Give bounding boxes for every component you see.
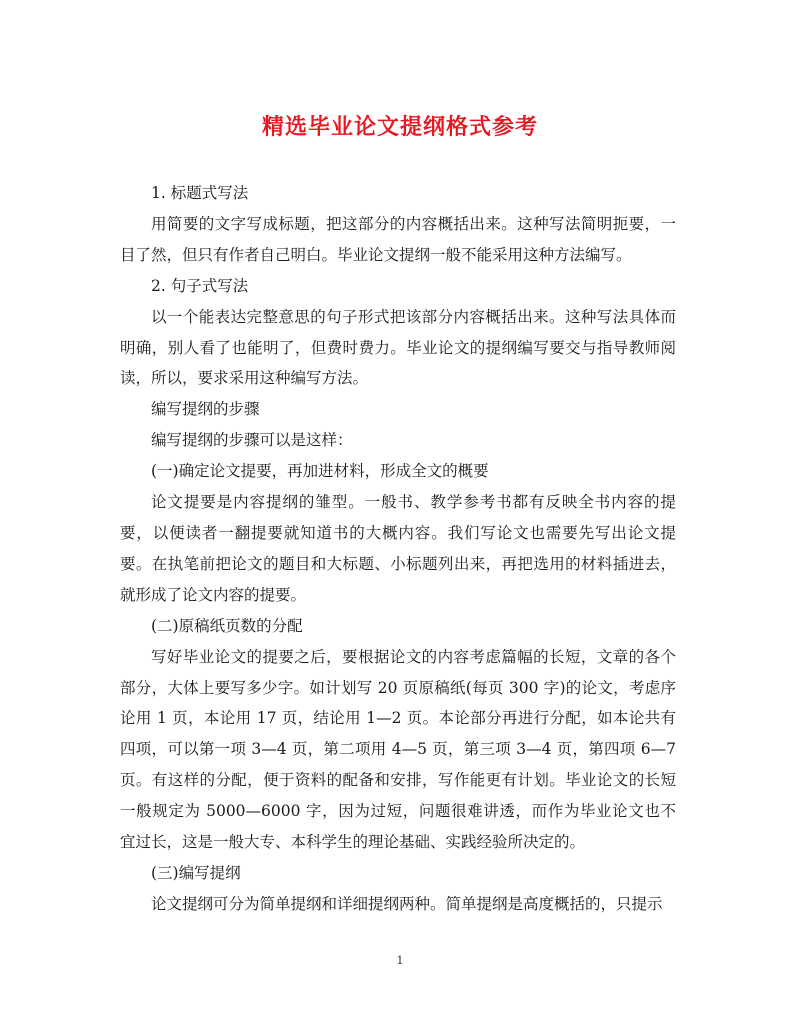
- paragraph-step-one-desc: 论文提要是内容提纲的雏型。一般书、教学参考书都有反映全书内容的提要，以便读者一翻提要就知道书的大概内容。我们写论文也需要先写出论文提要。在执笔前把论文的题目和大标题、小标题列出来，再把选用的材料插进去，就形成了论文内容的提要。: [120, 493, 676, 604]
- heading-title-style: 1. 标题式写法: [151, 184, 249, 202]
- paragraph-step-three-desc: 论文提纲可分为简单提纲和详细提纲两种。简单提纲是高度概括的，只提示: [151, 894, 663, 913]
- paragraph-step-two-desc: 写好毕业论文的提要之后，要根据论文的内容考虑篇幅的长短，文章的各个部分，大体上要写多少字。如计划写 20 页原稿纸(每页 300 字)的论文，考虑序论用 1 页，本论用 17 页，结论用 1—2 页。本论部分再进行分配，如本论共有四项，可以第一项 3—4 页，第二项用 4—5 页，第三项 3—4 页，第四项 6—7 页。有这样的分配，便于资料的配备和安排，写作能更有计划。毕业论文的长短一般规定为 5000—6000 字，因为过短，问题很难讲透，而作为毕业论文也不 宜过长，这是一般大专、本科学生的理论基础、实践经验所决定的。: [120, 647, 676, 852]
- document-body: [120, 178, 676, 920]
- heading-outline-steps: 编写提纲的步骤: [151, 400, 260, 419]
- heading-sentence-style: 2. 句子式写法: [151, 276, 249, 295]
- heading-step-one: (一)确定论文提要，再加进材料，形成全文的概要: [151, 462, 489, 481]
- paragraph-title-style-desc: 用简要的文字写成标题，把这部分的内容概括出来。这种写法简明扼要，一目了然，但只有作者自己明白。毕业论文提纲一般不能采用这种方法编写。: [120, 214, 676, 264]
- document-title: 精选毕业论文提纲格式参考: [261, 114, 538, 140]
- heading-step-three: (三)编写提纲: [151, 863, 241, 882]
- heading-step-two: (二)原稿纸页数的分配: [151, 616, 303, 635]
- page-number: 1: [396, 954, 404, 967]
- paragraph-sentence-style-desc: 以一个能表达完整意思的句子形式把该部分内容概括出来。这种写法具体而明确，别人看了也能明了，但费时费力。毕业论文的提纲编写要交与指导教师阅读，所以，要求采用这种编写方法。: [120, 307, 676, 388]
- paragraph-outline-steps-intro: 编写提纲的步骤可以是这样：: [151, 431, 353, 450]
